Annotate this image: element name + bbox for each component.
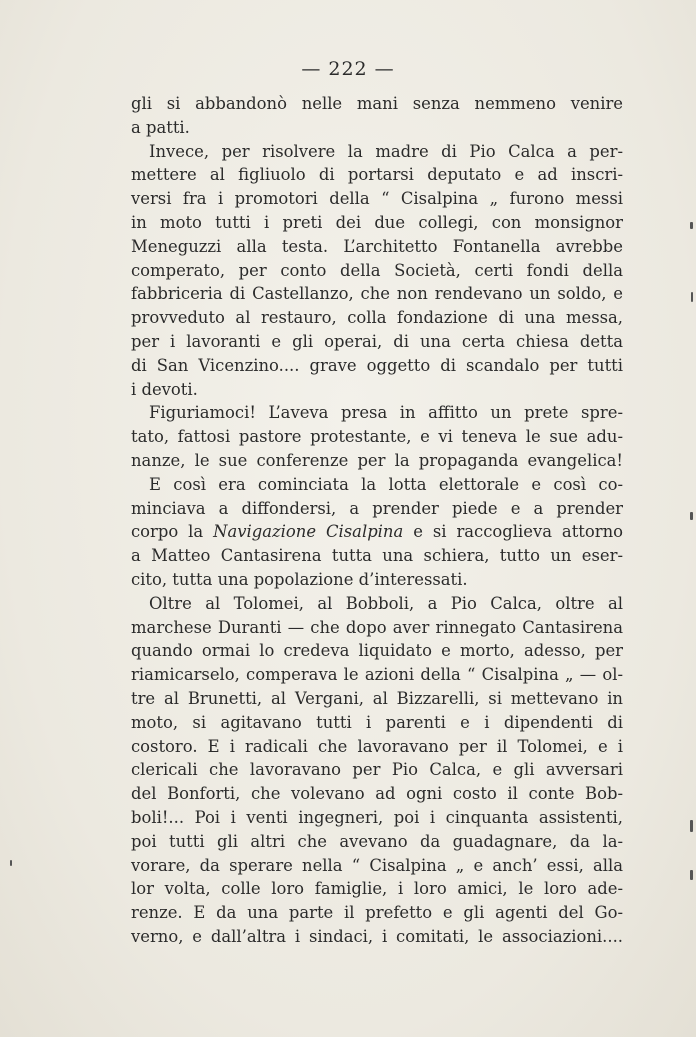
text-line: mettere al figliuolo di portarsi deputato e ad inscri- bbox=[131, 165, 623, 185]
text-line: a Matteo Cantasirena tutta una schiera, tutto un eser- bbox=[131, 546, 623, 566]
text-line: moto, si agitavano tutti i parenti e i dipendenti di bbox=[131, 712, 623, 732]
text-line: boli!... Poi i venti ingegneri, poi i cinquanta assistenti, bbox=[131, 807, 623, 827]
text-line: per i lavoranti e gli operai, di una certa chiesa detta bbox=[131, 331, 623, 351]
text-line: Oltre al Tolomei, al Bobboli, a Pio Calca, oltre al bbox=[149, 593, 623, 613]
text-line: tre al Brunetti, al Vergani, al Bizzarelli, si mettevano in bbox=[131, 688, 623, 708]
text-line: del Bonforti, che volevano ad ogni costo il conte Bob- bbox=[131, 784, 623, 804]
margin-mark bbox=[690, 222, 693, 229]
text-line: minciava a diffondersi, a prender piede e a prender bbox=[131, 498, 623, 518]
margin-mark bbox=[10, 860, 12, 866]
text-line: riamicarselo, comperava le azioni della “ Cisalpina „ — ol- bbox=[131, 665, 623, 685]
text-line: comperato, per conto della Società, certi fondi della bbox=[131, 260, 623, 280]
margin-mark bbox=[690, 870, 693, 880]
text-line: i devoti. bbox=[131, 379, 198, 399]
text-line: E così era cominciata la lotta elettorale e così co- bbox=[149, 474, 623, 494]
text-line: cito, tutta una popolazione d’interessati. bbox=[131, 569, 468, 589]
margin-mark bbox=[690, 820, 693, 832]
text-body bbox=[131, 92, 623, 949]
text-line: versi fra i promotori della “ Cisalpina „ furono messi bbox=[131, 189, 623, 209]
text-line: quando ormai lo credeva liquidato e morto, adesso, per bbox=[131, 641, 623, 661]
text-line: a patti. bbox=[131, 117, 190, 137]
text-line: poi tutti gli altri che avevano da guadagnare, da la- bbox=[131, 831, 623, 851]
text-line: tato, fattosi pastore protestante, e vi teneva le sue adu- bbox=[131, 427, 623, 447]
line-tail: e si raccoglieva attorno bbox=[403, 522, 624, 542]
margin-mark bbox=[690, 512, 693, 520]
text-line: fabbriceria di Castellanzo, che non rendevano un soldo, e bbox=[131, 284, 623, 304]
text-line: gli si abbandonò nelle mani senza nemmeno venire bbox=[131, 94, 623, 113]
italic-title: Navigazione Cisalpina bbox=[213, 522, 404, 542]
text-line: marchese Duranti — che dopo aver rinnegato Cantasirena bbox=[131, 617, 623, 637]
line-lead: corpo la bbox=[131, 522, 214, 542]
text-line: clericali che lavoravano per Pio Calca, e gli avversari bbox=[131, 760, 623, 780]
text-line: Figuriamoci! L’aveva presa in affitto un prete spre- bbox=[149, 403, 623, 423]
text-line: provveduto al restauro, colla fondazione di una messa, bbox=[131, 308, 623, 328]
text-line: Invece, per risolvere la madre di Pio Calca a per- bbox=[149, 141, 623, 161]
margin-mark bbox=[691, 292, 693, 302]
text-line: lor volta, colle loro famiglie, i loro amici, le loro ade- bbox=[131, 879, 623, 899]
text-line: in moto tutti i preti dei due collegi, con monsignor bbox=[131, 212, 623, 232]
text-line: renze. E da una parte il prefetto e gli agenti del Go- bbox=[131, 903, 623, 923]
text-line: di San Vicenzino.... grave oggetto di scandalo per tutti bbox=[131, 355, 623, 375]
text-line-with-italic bbox=[131, 520, 623, 544]
text-line: costoro. E i radicali che lavoravano per il Tolomei, e i bbox=[131, 736, 623, 756]
text-line: verno, e dall’altra i sindaci, i comitati, le associazioni.... bbox=[131, 926, 623, 946]
page-number: — 222 — bbox=[301, 58, 395, 80]
text-line: Meneguzzi alla testa. L’architetto Fontanella avrebbe bbox=[131, 236, 623, 256]
text-line: nanze, le sue conferenze per la propaganda evangelica! bbox=[131, 450, 623, 470]
text-line: vorare, da sperare nella “ Cisalpina „ e anch’ essi, alla bbox=[131, 855, 623, 875]
